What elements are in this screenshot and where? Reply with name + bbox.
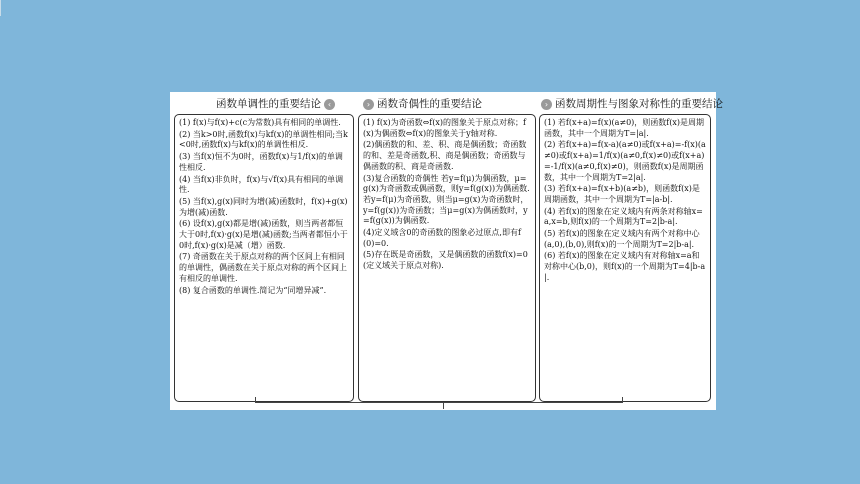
list-item: (4) 当f(x)非负时，f(x)与√f(x)具有相同的单调性.: [179, 174, 344, 195]
list-item: (1) 若f(x+a)=f(x)(a≠0)，则函数f(x)是周期函数，其中一个周期为T=|a|.: [544, 118, 704, 138]
list-item: (6) 设f(x),g(x)都是增(减)函数，则当两者都恒大于0时,f(x)·g(x)是增(减)函数;当两者都恒小于0时,f(x)·g(x)是减（增）函数.: [179, 219, 348, 250]
bracket-line: [255, 402, 623, 403]
list-item: (7) 奇函数在关于原点对称的两个区间上有相同的单调性，偶函数在关于原点对称的两个区间上有相反的单调性.: [179, 252, 347, 283]
list-item: (6) 若f(x)的图象在定义域内有对称轴x=a和对称中心(b,0)，则f(x)的一个周期为T=4|b-a|.: [544, 251, 706, 282]
connector-stem: [0, 0, 1, 16]
periodicity-list: [544, 118, 706, 284]
monotonicity-panel: [174, 114, 354, 402]
list-item: (4)定义域含0的奇函数的图象必过原点,即有f(0)=0.: [363, 228, 521, 248]
parity-panel: [358, 114, 536, 402]
list-item: (3) 若f(x+a)=f(x+b)(a≠b)，则函数f(x)是周期函数，其中一个周期为T=|a-b|.: [544, 184, 700, 204]
list-item: (3) 当f(x)恒不为0时，函数f(x)与1/f(x)的单调性相反.: [179, 152, 343, 172]
chevron-left-icon: ‹: [324, 99, 335, 110]
parity-title-text: 函数奇偶性的重要结论: [377, 98, 482, 110]
list-item: (1) f(x)为奇函数⇔f(x)的图象关于原点对称；f(x)为偶函数⇔f(x)的图象关于y轴对称.: [363, 118, 526, 138]
list-item: (5) 当f(x),g(x)同时为增(减)函数时，f(x)+g(x)为增(减)函数.: [179, 196, 348, 217]
chevron-right-icon: ›: [541, 99, 552, 110]
periodicity-title-text: 函数周期性与图象对称性的重要结论: [555, 98, 723, 110]
list-item: (8) 复合函数的单调性.简记为“同增异减”.: [179, 285, 327, 295]
bracket-tick-middle: [443, 403, 444, 409]
list-item: (5) 若f(x)的图象在定义域内有两个对称中心(a,0),(b,0),则f(x)的一个周期为T=2|b-a|.: [544, 229, 700, 249]
list-item: (2) 当k>0时,函数f(x)与kf(x)的单调性相同;当k<0时,函数f(x)与kf(x)的单调性相反.: [179, 129, 348, 150]
list-item: (2)偶函数的和、差、积、商是偶函数；奇函数的和、差是奇函数,积、商是偶函数；奇函数与偶函数的积、商是奇函数.: [363, 140, 527, 171]
parity-list: [363, 118, 531, 272]
slide-card: [170, 92, 723, 410]
bracket-tick-right: [622, 397, 623, 403]
list-item: (1) f(x)与f(x)+c(c为常数)具有相同的单调性.: [179, 118, 341, 127]
parity-title: [360, 96, 482, 112]
monotonicity-title: [216, 96, 338, 112]
list-item: (2) 若f(x+a)=f(x-a)(a≠0)或f(x+a)=-f(x)(a≠0)或f(x+a)=1/f(x)(a≠0,f(x)≠0)或f(x+a)=-1/f(x)(a≠0,f(x)≠0)，则函数f(x)是周期函数，其中一个周期为T=2|a|.: [544, 140, 706, 182]
list-item: (3)复合函数的奇偶性 若y=f(μ)为偶函数，μ=g(x)为奇函数或偶函数，则y=f(g(x))为偶函数.若y=f(μ)为奇函数，则当μ=g(x)为奇函数时，y=f(g(x))为奇函数；当μ=g(x)为偶函数时，y=f(g(x))为偶函数.: [363, 173, 530, 226]
monotonicity-title-text: 函数单调性的重要结论: [216, 98, 321, 110]
monotonicity-list: [179, 118, 349, 296]
periodicity-title: [538, 96, 723, 112]
chevron-right-icon: ›: [363, 99, 374, 110]
list-item: (4) 若f(x)的图象在定义域内有两条对称轴x=a,x=b,则f(x)的一个周期为T=2|b-a|.: [544, 206, 703, 227]
bracket-tick-left: [255, 397, 256, 403]
list-item: (5)存在既是奇函数，又是偶函数的函数f(x)=0(定义域关于原点对称).: [363, 250, 528, 271]
periodicity-panel: [539, 114, 711, 402]
